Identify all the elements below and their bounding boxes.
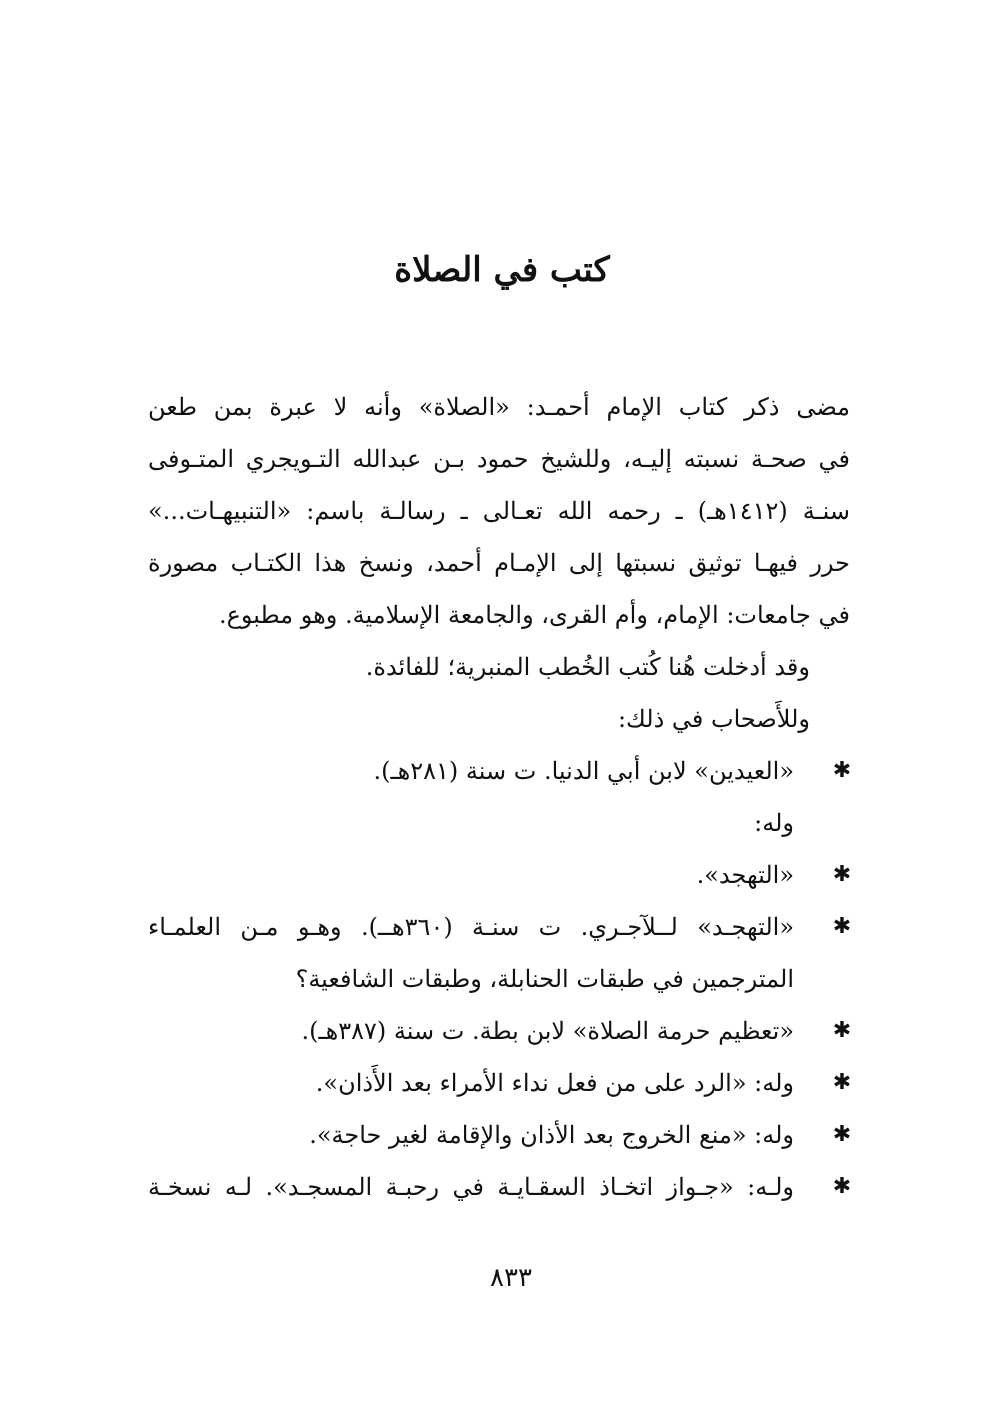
list-item-continuation: المترجمين في طبقات الحنابلة، وطبقات الشافعية؟ — [295, 965, 794, 993]
list-item: «التهجد». — [696, 861, 794, 889]
section-heading: وللأَصحاب في ذلك: — [617, 705, 810, 733]
paragraph-line: حرر فيهـا توثيق نسبتها إلى الإمـام أحمد، ونسخ هذا الكتـاب مصورة — [148, 549, 850, 577]
bullet-star-icon: ✱ — [832, 1122, 852, 1147]
bullet-star-icon: ✱ — [832, 1174, 852, 1199]
paragraph-line: في جامعات: الإمام، وأم القرى، والجامعة الإسلامية. وهو مطبوع. — [218, 601, 850, 629]
list-item: ولـه: «جـواز اتخـاذ السقـايـة في رحبـة المسجـد». لـه نسخـة — [148, 1173, 794, 1201]
list-item: «تعظيم حرمة الصلاة» لابن بطة. ت سنة (٣٨٧هـ). — [301, 1017, 794, 1045]
bullet-star-icon: ✱ — [832, 1070, 852, 1095]
page-number: ٨٣٣ — [490, 1263, 532, 1293]
list-item: وله: — [754, 809, 794, 837]
list-item: وله: «الرد على من فعل نداء الأمراء بعد الأَذان». — [315, 1069, 794, 1097]
note-line: وقد أدخلت هُنا كُتب الخُطب المنبرية؛ للفائدة. — [365, 653, 810, 681]
bullet-star-icon: ✱ — [832, 1018, 852, 1043]
bullet-star-icon: ✱ — [832, 758, 852, 783]
list-item: «التهجـد» لــلآجـري. ت سنـة (٣٦٠هــ). وهـو مـن العلمـاء — [148, 913, 794, 941]
paragraph-line: سنـة (١٤١٢هـ) ـ رحمه الله تعـالى ـ رسالـة باسم: «التنبيهـات...» — [148, 497, 850, 525]
paragraph-line: مضى ذكر كتاب الإمام أحمـد: «الصلاة» وأنه لا عبرة بمن طعن — [148, 393, 850, 421]
bullet-star-icon: ✱ — [832, 862, 852, 887]
list-item: وله: «منع الخروج بعد الأذان والإقامة لغير حاجة». — [309, 1121, 794, 1149]
list-item: «العيدين» لابن أبي الدنيا. ت سنة (٢٨١هـ). — [373, 757, 794, 785]
paragraph-line: في صحـة نسبته إليـه، وللشيخ حمود بـن عبدالله التـويجري المتـوفى — [148, 445, 850, 473]
page-title: كتب في الصلاة — [394, 250, 610, 290]
bullet-star-icon: ✱ — [832, 914, 852, 939]
